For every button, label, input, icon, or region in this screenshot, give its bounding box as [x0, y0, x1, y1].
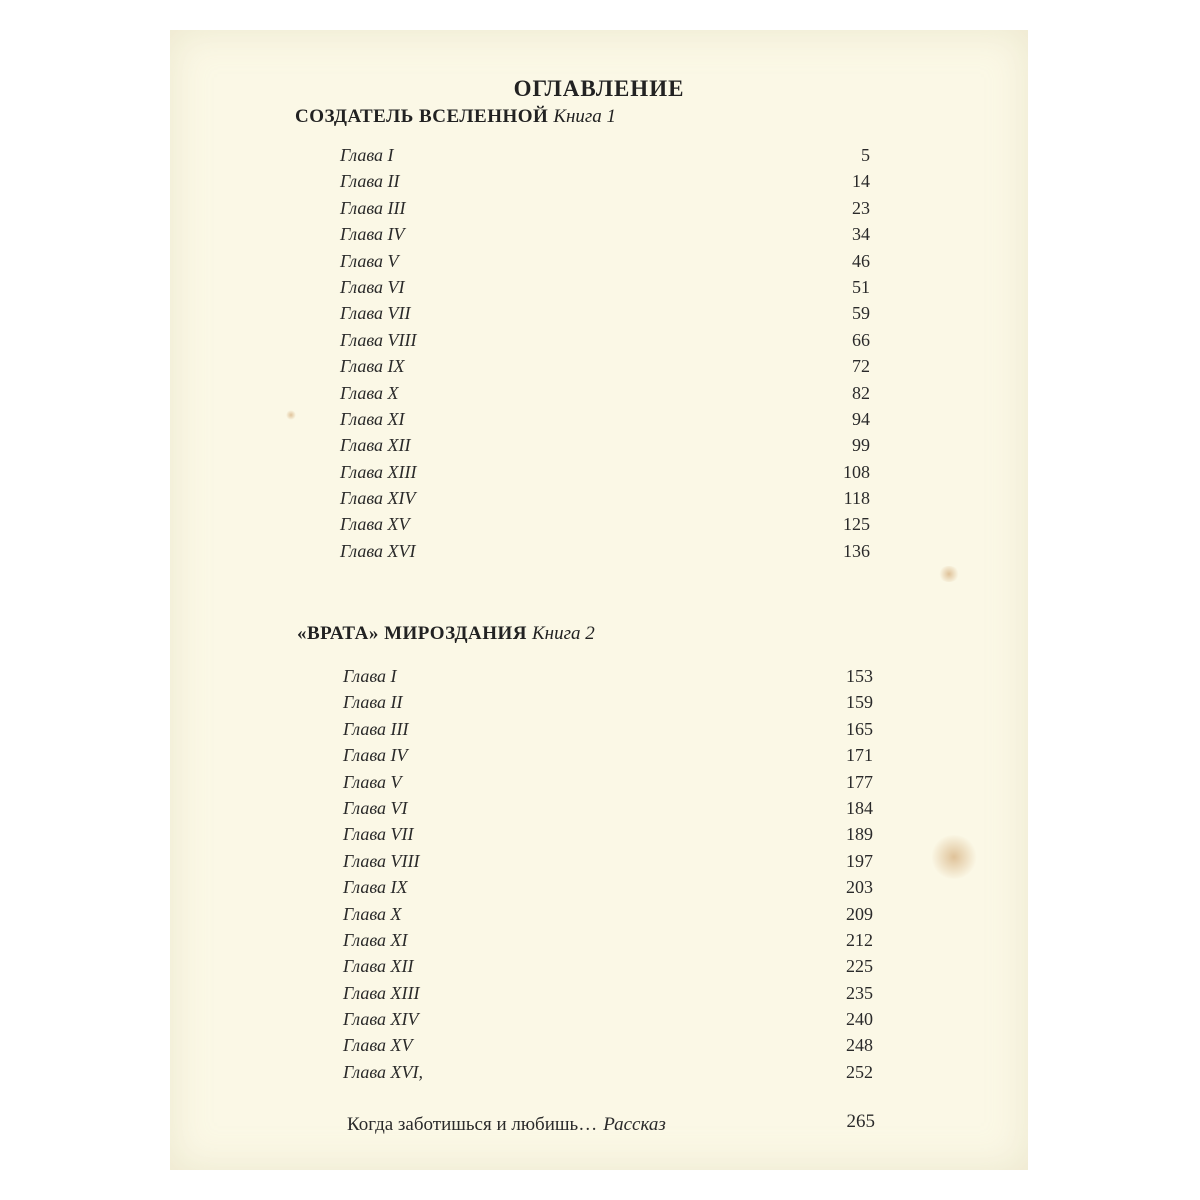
chapter-row — [343, 821, 873, 847]
chapter-page-number: 5 — [861, 145, 870, 165]
chapter-name: Глава I — [340, 145, 394, 165]
chapter-page-number: 240 — [846, 1009, 873, 1030]
chapter-name: Глава XIII — [343, 982, 420, 1003]
chapter-page-number: 46 — [852, 250, 870, 271]
chapter-name: Глава I — [343, 666, 397, 686]
chapter-page-number: 51 — [852, 276, 870, 297]
chapter-row — [343, 689, 873, 715]
paper-stain — [286, 410, 296, 420]
chapter-name: Глава VIII — [340, 329, 417, 350]
chapter-name: Глава IV — [343, 745, 408, 766]
chapter-row — [340, 511, 870, 537]
chapter-row — [343, 980, 873, 1006]
chapter-page-number: 252 — [846, 1061, 873, 1082]
chapter-name: Глава IV — [340, 224, 405, 245]
chapter-name: Глава VI — [340, 276, 405, 297]
story-entry — [347, 1114, 666, 1136]
book-title: «ВРАТА» МИРОЗДАНИЯ — [297, 623, 528, 644]
chapter-page-number: 177 — [846, 771, 873, 792]
chapter-row — [343, 769, 873, 795]
chapter-page-number: 14 — [852, 171, 870, 192]
chapter-row — [340, 380, 870, 406]
chapter-page-number: 59 — [852, 303, 870, 324]
chapter-name: Глава XV — [343, 1035, 413, 1056]
chapter-page-number: 203 — [846, 877, 873, 898]
chapter-row — [340, 168, 870, 194]
chapter-name: Глава XII — [343, 956, 414, 977]
chapter-name: Глава VII — [340, 303, 411, 324]
chapter-row — [340, 248, 870, 274]
chapter-page-number: 159 — [846, 692, 873, 713]
chapter-page-number: 248 — [846, 1035, 873, 1056]
chapter-name: Глава V — [343, 771, 402, 792]
chapter-name: Глава VIII — [343, 850, 420, 871]
chapter-page-number: 94 — [852, 408, 870, 429]
chapter-page-number: 184 — [846, 797, 873, 818]
chapter-row — [340, 195, 870, 221]
chapter-name: Глава V — [340, 250, 399, 271]
chapter-page-number: 171 — [846, 745, 873, 766]
book-subtitle: Книга 1 — [553, 106, 617, 127]
chapter-row — [343, 1032, 873, 1058]
chapter-name: Глава II — [343, 692, 403, 713]
chapter-row — [343, 848, 873, 874]
chapter-row — [343, 1059, 873, 1085]
chapter-row — [340, 485, 870, 511]
chapter-page-number: 136 — [843, 540, 870, 561]
chapter-page-number: 108 — [843, 461, 870, 482]
chapter-row — [340, 221, 870, 247]
chapter-row — [343, 927, 873, 953]
chapter-name: Глава XVI, — [343, 1061, 424, 1082]
chapter-list — [343, 663, 873, 1085]
book-subtitle: Книга 2 — [532, 623, 595, 644]
story-title: Когда заботишься и любишь… — [347, 1114, 598, 1135]
book-page — [170, 30, 1028, 1170]
chapter-page-number: 72 — [852, 356, 870, 377]
story-page-number: 265 — [846, 1111, 875, 1132]
chapter-page-number: 209 — [846, 903, 873, 924]
chapter-name: Глава XIII — [340, 461, 417, 482]
chapter-name: Глава IX — [340, 356, 405, 377]
chapter-name: Глава XI — [340, 408, 405, 429]
chapter-row — [343, 663, 873, 689]
chapter-row — [343, 874, 873, 900]
chapter-page-number: 197 — [846, 850, 873, 871]
chapter-page-number: 118 — [843, 488, 870, 509]
chapter-name: Глава VII — [343, 824, 414, 845]
book-heading — [295, 106, 616, 128]
paper-stain — [930, 835, 978, 879]
chapter-page-number: 99 — [852, 435, 870, 456]
chapter-name: Глава XIV — [340, 488, 416, 509]
chapter-name: Глава III — [343, 718, 409, 739]
chapter-row — [340, 142, 870, 168]
chapter-page-number: 23 — [852, 197, 870, 218]
chapter-page-number: 235 — [846, 982, 873, 1003]
chapter-name: Глава III — [340, 197, 406, 218]
chapter-row — [340, 274, 870, 300]
chapter-row — [343, 901, 873, 927]
chapter-row — [343, 953, 873, 979]
chapter-page-number: 66 — [852, 329, 870, 350]
chapter-name: Глава X — [340, 382, 399, 403]
chapter-row — [340, 432, 870, 458]
chapter-name: Глава II — [340, 171, 400, 192]
chapter-page-number: 34 — [852, 224, 870, 245]
chapter-row — [340, 459, 870, 485]
chapter-page-number: 225 — [846, 956, 873, 977]
chapter-row — [340, 353, 870, 379]
chapter-name: Глава XIV — [343, 1009, 419, 1030]
book-title: СОЗДАТЕЛЬ ВСЕЛЕННОЙ — [295, 106, 549, 127]
chapter-name: Глава XII — [340, 435, 411, 456]
chapter-list — [340, 142, 870, 564]
chapter-name: Глава X — [343, 903, 402, 924]
chapter-name: Глава XVI — [340, 540, 416, 561]
chapter-row — [343, 1006, 873, 1032]
paper-stain — [938, 566, 960, 582]
chapter-page-number: 82 — [852, 382, 870, 403]
chapter-name: Глава XI — [343, 929, 408, 950]
chapter-row — [340, 327, 870, 353]
chapter-row — [340, 538, 870, 564]
chapter-row — [343, 716, 873, 742]
chapter-name: Глава XV — [340, 514, 410, 535]
chapter-page-number: 189 — [846, 824, 873, 845]
story-subtitle: Рассказ — [603, 1114, 666, 1135]
chapter-row — [340, 300, 870, 326]
chapter-row — [340, 406, 870, 432]
page-title: ОГЛАВЛЕНИЕ — [513, 76, 685, 101]
book-heading — [297, 623, 595, 645]
chapter-page-number: 165 — [846, 718, 873, 739]
chapter-page-number: 212 — [846, 929, 873, 950]
chapter-page-number: 153 — [846, 666, 873, 686]
chapter-name: Глава VI — [343, 797, 408, 818]
chapter-page-number: 125 — [843, 514, 870, 535]
chapter-row — [343, 742, 873, 768]
chapter-name: Глава IX — [343, 877, 408, 898]
chapter-row — [343, 795, 873, 821]
